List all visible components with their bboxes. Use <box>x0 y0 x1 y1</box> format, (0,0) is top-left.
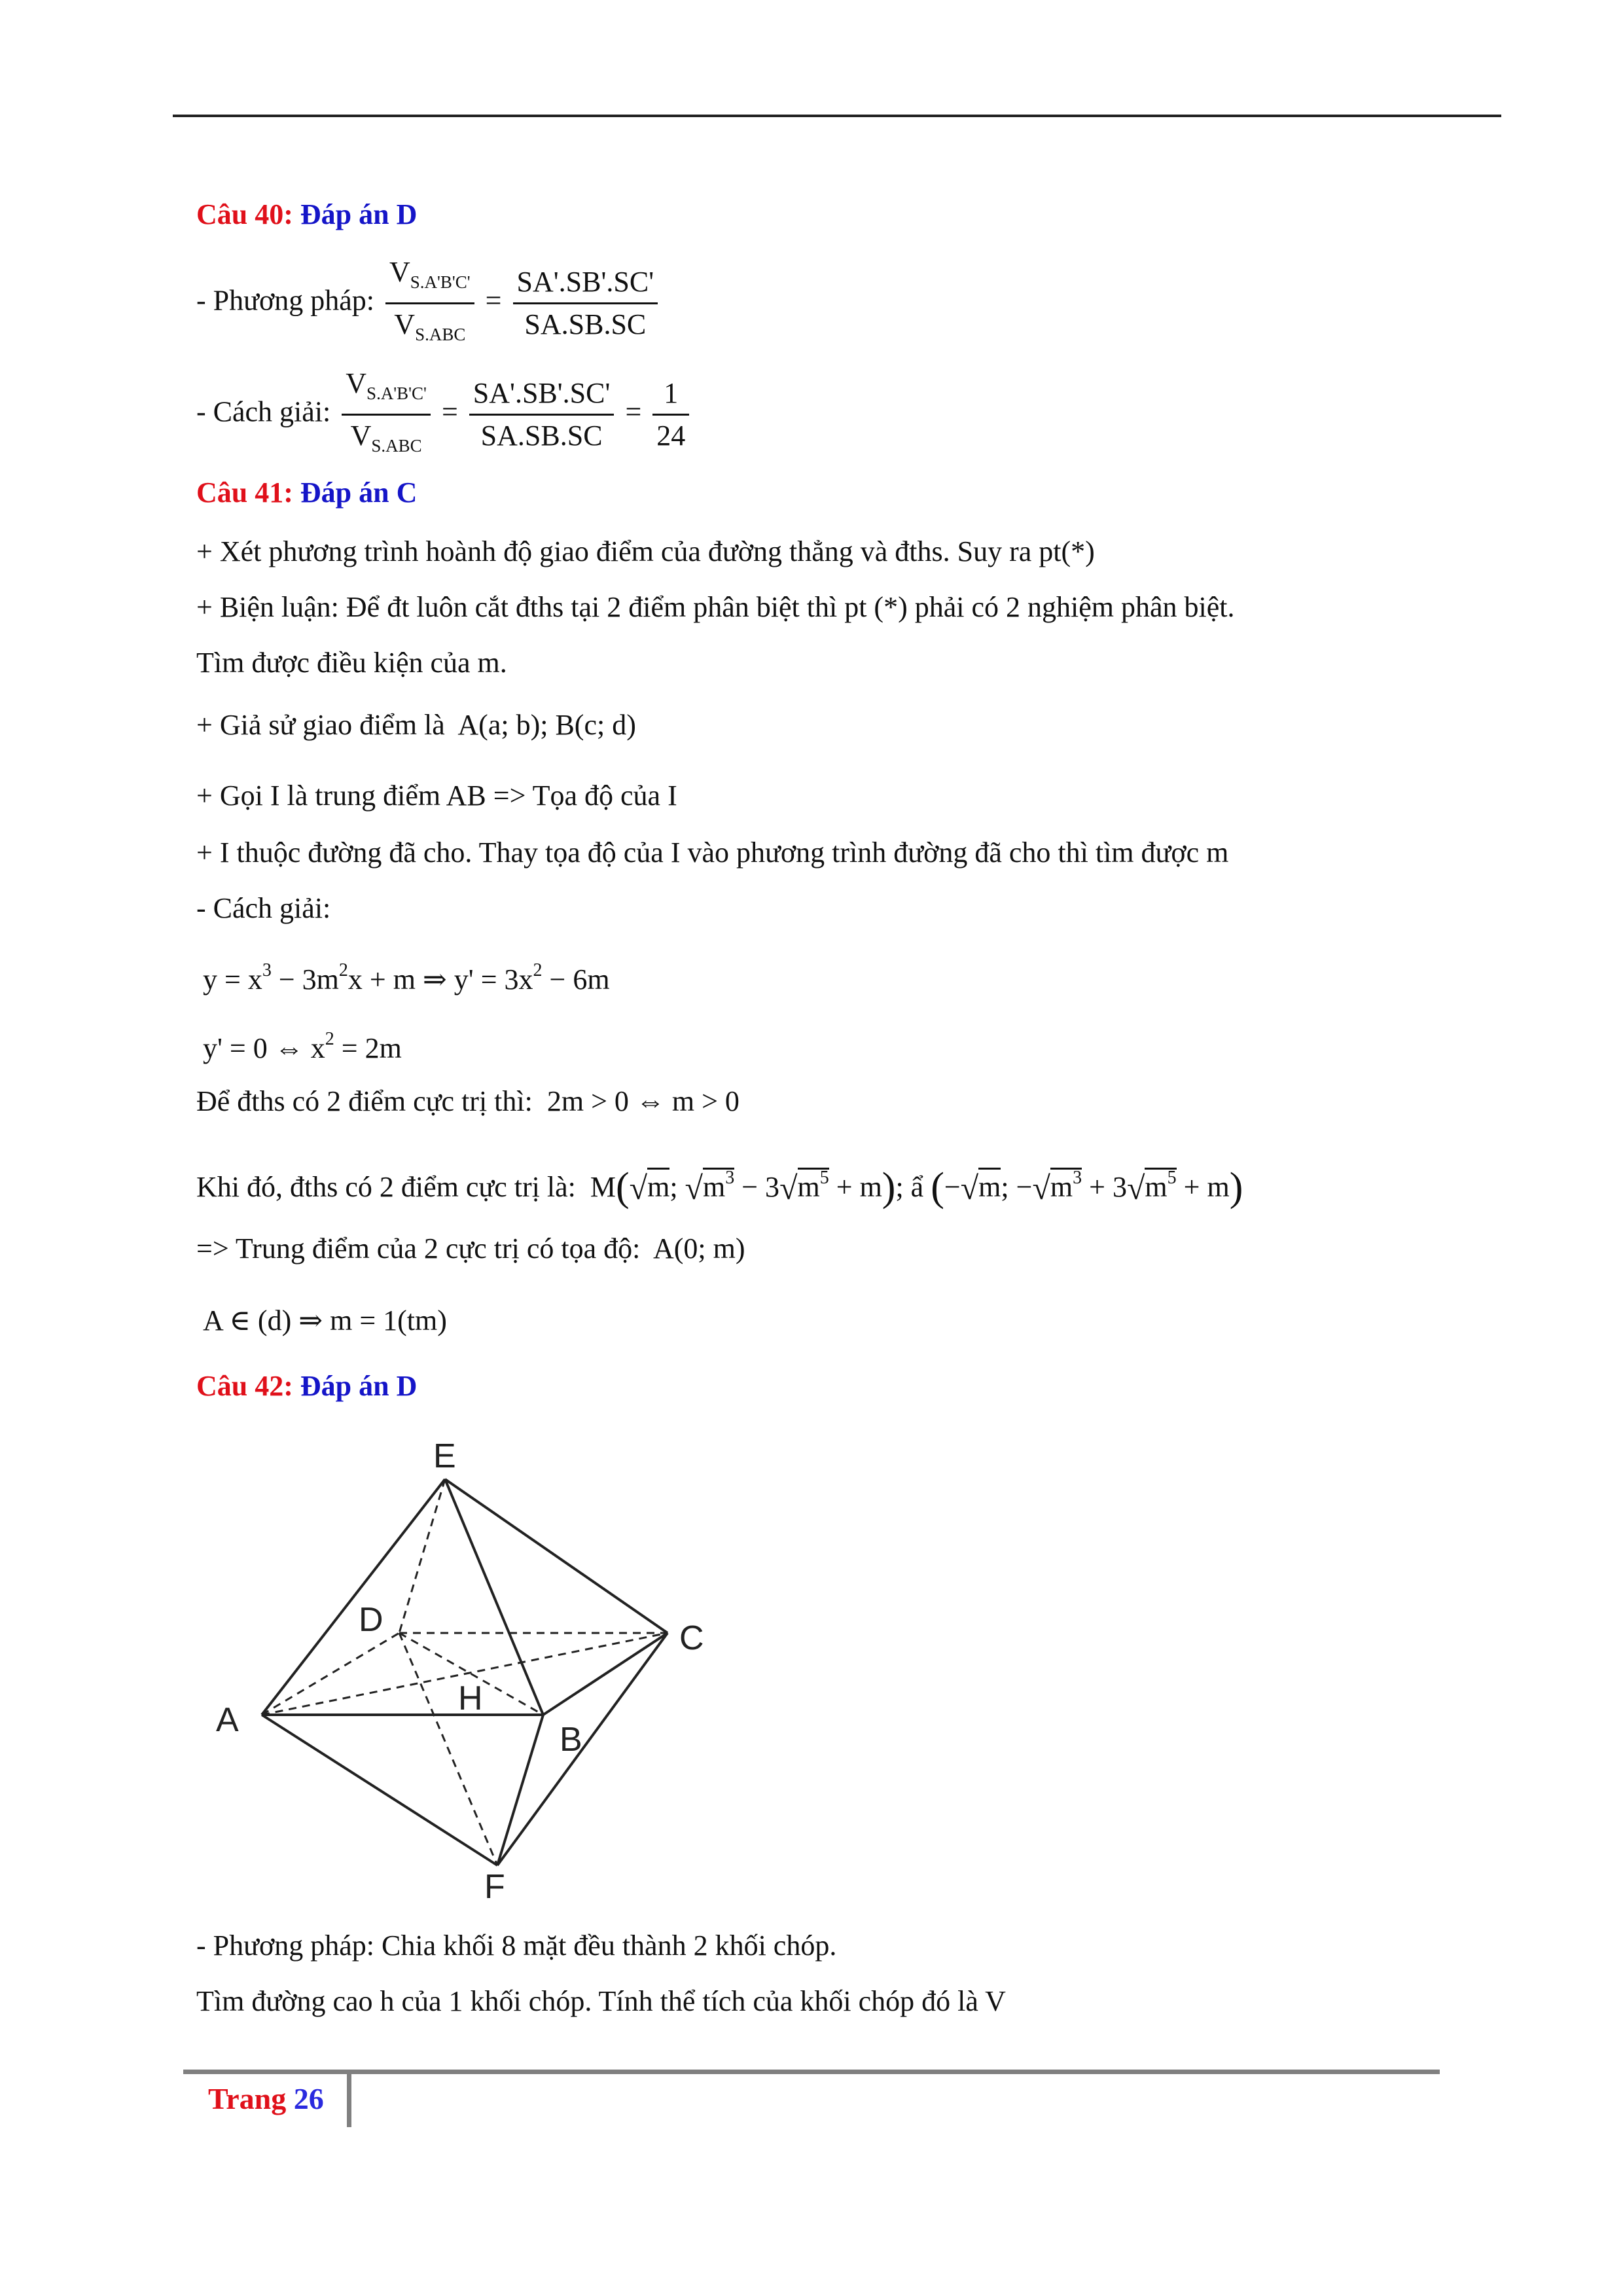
edge-D-F <box>399 1633 497 1865</box>
edge-A-F <box>262 1715 497 1865</box>
edge-E-D <box>399 1479 445 1633</box>
q42-height: Tìm đường cao h của 1 khối chóp. Tính thể tích của khối chóp đó là V <box>196 1985 1006 2017</box>
footer-rule <box>183 2070 1440 2074</box>
q41-midpoint-math: A(0; m) <box>652 1232 745 1265</box>
q41-assume-math: A(a; b); B(c; d) <box>457 709 636 741</box>
q40-answer: Đáp án D <box>300 198 418 230</box>
q40-solution: - Cách giải: $\frac{V_{S.A'B'C'}}{V_{S.ABC}}$ = $\frac{SA'.SB'.SC'}{SA.SB.SC}$ = $\frac{1}{24}$ <box>196 363 693 466</box>
q41-midpoint: + Gọi I là trung điểm AB => Tọa độ của I <box>196 780 677 812</box>
q40-method: - Phương pháp: $\frac{V_{S.A'B'C'}}{V_{S.ABC}}$ = $\frac{SA'.SB'.SC'}{SA.SB.SC}$ <box>196 252 662 355</box>
edge-E-A <box>262 1479 445 1715</box>
q41-midpoint-result: => Trung điểm của 2 cực trị có tọa độ: A(0; m) <box>196 1232 745 1265</box>
q41-solution-prefix: - Cách giải: <box>196 892 331 924</box>
q41-line-2: + Biện luận: Để đt luôn cắt đths tại 2 điểm phân biệt thì pt (*) phải có 2 nghiệm phân biệt. <box>196 591 1235 623</box>
label-H: H <box>458 1679 483 1717</box>
q40-label: Câu 40: <box>196 198 293 230</box>
q40-solution-prefix: - Cách giải: <box>196 395 331 428</box>
q41-condition-math: 2m > 0 ⇔ m > 0 <box>546 1085 740 1117</box>
edge-A-D <box>262 1633 399 1715</box>
edge-B-F <box>497 1715 543 1865</box>
q40-volume-ratio-2: $\frac{V_{S.A'B'C'}}{V_{S.ABC}}$ <box>342 363 431 466</box>
q40-heading <box>196 196 417 233</box>
q40-result: $\frac{1}{24}$ <box>652 373 689 456</box>
octahedron-figure <box>196 1433 746 1898</box>
q42-label: Câu 42: <box>196 1370 293 1402</box>
q41-critical: y' = 0 ⇔ $x^2 = 2m$ <box>203 1029 402 1064</box>
q41-final: A ∈ (d) ⇒ m = 1(tm) <box>203 1304 447 1336</box>
q40-edge-ratio: $\frac{SA'.SB'.SC'}{SA.SB.SC}$ <box>513 262 658 345</box>
label-C: C <box>679 1619 704 1657</box>
q41-condition: Để đths có 2 điểm cực trị thì: 2m > 0 ⇔ m > 0 <box>196 1085 740 1117</box>
q41-substitute: + I thuộc đường đã cho. Thay tọa độ của I vào phương trình đường đã cho thì tìm được m <box>196 836 1229 869</box>
page-number: 26 <box>293 2082 324 2115</box>
q41-extrema: Khi đó, đths có 2 điểm cực trị là: M(√m; $√m^3 - 3√m^5 + m$); ẩ (−√m; $-√m^3 + 3√m^5 + m$) <box>196 1165 1243 1210</box>
footer-divider <box>347 2070 351 2127</box>
page-footer <box>208 2081 324 2116</box>
label-E: E <box>433 1437 456 1475</box>
q41-answer: Đáp án C <box>300 476 418 509</box>
label-F: F <box>484 1868 505 1898</box>
q41-line-1: + Xét phương trình hoành độ giao điểm của đường thẳng và đths. Suy ra pt(*) <box>196 535 1095 567</box>
q41-heading <box>196 475 417 511</box>
header-rule <box>173 115 1501 117</box>
q40-method-prefix: - Phương pháp: <box>196 284 374 317</box>
q42-method: - Phương pháp: Chia khối 8 mặt đều thành 2 khối chóp. <box>196 1929 837 1962</box>
footer-label: Trang <box>208 2082 287 2115</box>
q42-answer: Đáp án D <box>300 1370 418 1402</box>
label-B: B <box>560 1721 582 1759</box>
q42-heading <box>196 1368 417 1405</box>
q40-edge-ratio-2: $\frac{SA'.SB'.SC'}{SA.SB.SC}$ <box>469 373 615 456</box>
q41-extrema-math: M(√m; $√m^3 - 3√m^5 + m$); ẩ (−√m; $-√m^3 + 3√m^5 + m$) <box>590 1165 1243 1210</box>
label-A: A <box>216 1701 239 1739</box>
q40-volume-ratio: $\frac{V_{S.A'B'C'}}{V_{S.ABC}}$ <box>385 252 474 355</box>
label-D: D <box>359 1601 383 1639</box>
q41-assume: + Giả sử giao điểm là A(a; b); B(c; d) <box>196 709 636 741</box>
q41-label: Câu 41: <box>196 476 293 509</box>
q41-line-3: Tìm được điều kiện của m. <box>196 647 507 679</box>
q41-derivative: $y = x^3 - 3m^2x + m$ ⇒ $y' = 3x^2 - 6m$ <box>203 960 610 996</box>
